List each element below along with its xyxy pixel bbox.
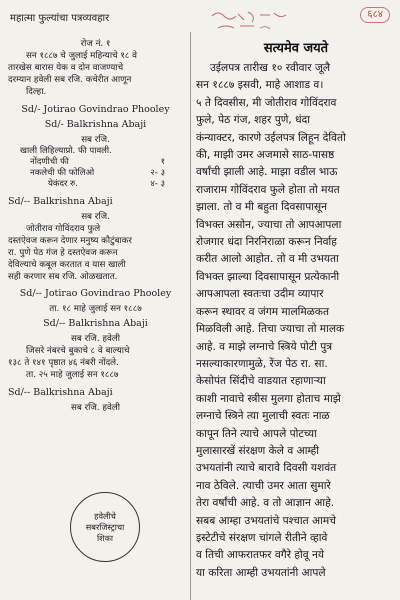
- will-line: लग्नाचे स्त्रिने त्या मुलाची स्वतः नाळ: [196, 410, 330, 423]
- will-line: काशी नावाचे स्त्रीस मुलगा होताच माझे: [196, 392, 341, 405]
- registration-text-line: दरम्यान हवेली सब रजि. कचेरीत आणून: [8, 75, 132, 85]
- will-line: विभक्त झाल्या दिवसापासून प्रत्येकानी: [196, 270, 340, 283]
- will-line: करीत आलो आहोत. तो व मी उभयता: [196, 253, 339, 266]
- will-line: नसल्याकारणामुळे, रेंज पेठ रा. सा.: [196, 357, 328, 370]
- will-line: फुले, पेठ गंज, शहर पुणे, धंदा: [196, 114, 311, 127]
- registration-text-line: सन १८८७ चे जुलाई महिन्याचे १८ वे: [26, 51, 137, 61]
- will-line: ५ ते दिवसीस, मी जोतीराव गोविंदराव: [196, 96, 337, 109]
- running-header: महात्मा फुल्यांचा पत्रव्यवहार: [10, 13, 110, 24]
- signature-abaji: Sd/-- Balkrishna Abaji: [8, 387, 113, 398]
- book-entry-line: ता. २५ माहे जुलाई सन १८८७: [26, 370, 119, 380]
- signature-abaji: Sd/-- Balkrishna Abaji: [43, 318, 148, 329]
- will-line: नाव ठेविले. त्याची उमर आता सुमारे: [196, 479, 331, 492]
- fee-value: [141, 146, 183, 157]
- handwritten-annotation: [208, 6, 298, 38]
- signature-phooley: Sd/-- Jotirao Govindrao Phooley: [19, 288, 172, 299]
- fee-row: [8, 168, 183, 179]
- will-line: विभक्त असोन, ज्याचा तो आपआपला: [196, 218, 342, 231]
- seal-text: शिका: [96, 532, 114, 543]
- will-line: उभयतांनी त्याचे बारावे दिवसी यशवंत: [196, 462, 337, 475]
- will-line: मिळविली आहे. तिचा ज्याचा तो मालक: [196, 323, 345, 336]
- will-line: करून स्थावर व जंगम मालमिळकत: [196, 305, 329, 318]
- fee-value: २- ३: [150, 168, 165, 178]
- sub-registrar-label: सब रजि.: [81, 212, 110, 222]
- will-line: सबब आम्हा उभयतांचे पश्चात आमचे: [196, 514, 336, 527]
- will-line: केसोपंत सिंदीचे वाडयात रहाणाऱ्या: [196, 375, 326, 388]
- will-line: इस्टेटीचे संरक्षण चांगले रीतीने व्हावे: [196, 531, 328, 544]
- signature-phooley: Sd/- Jotirao Govindrao Phooley: [21, 104, 170, 115]
- fee-label: येकंदर रु.: [48, 179, 78, 189]
- identification-text-line: सही करणार सब रजि. ओळखतात.: [8, 272, 118, 282]
- entry-number: रोज नं. १: [80, 39, 111, 49]
- sub-registrar-label: सब रजि.: [81, 135, 110, 145]
- fee-row: [8, 157, 183, 168]
- identification-text-line: देविल्याचे कबूल करतात व यास खाली: [8, 260, 126, 270]
- will-line: राजाराम गोविंदराव फुले होता तो मयत: [196, 183, 340, 196]
- signature-abaji: Sd/-- Balkrishna Abaji: [8, 196, 113, 207]
- page-number-stamp: ६८४: [360, 7, 390, 23]
- signature-abaji: Sd/- Balkrishna Abaji: [44, 119, 147, 130]
- fee-row: [8, 179, 183, 190]
- fee-value: १: [160, 157, 165, 167]
- registrar-seal: [70, 492, 140, 562]
- identification-text-line: रा. पुणे पेठ गंज हे दस्तऐवज करून: [8, 248, 118, 258]
- will-line: की, माझी उमर अजमासे साठ-पासष्ठ: [196, 149, 335, 162]
- will-line: उईलपत्र तारीख १० रवीवार जूलै: [210, 62, 331, 74]
- book-entry-line: १३८ ते १४१ पृष्ठात ४६ नंबरी नोंदले.: [8, 358, 119, 368]
- column-divider: [190, 32, 191, 600]
- fee-row: [8, 146, 183, 157]
- identification-text-line: दस्तऐवज करून देणार मनुष्य कौटुंबाकर: [8, 236, 132, 246]
- will-line: कंन्याक्टर, कारणे उईलपत्र लिहून देवितो: [196, 131, 346, 144]
- will-line: आपआपला स्वतःचा उदीम व्यापार: [196, 288, 324, 301]
- page-title: सत्यमेव जयते: [263, 41, 329, 56]
- registration-column: [8, 38, 183, 414]
- date-line: ता. १८ माहे जुलाई सन १८८७: [49, 304, 142, 314]
- will-line: कापून तिने त्याचे आपले पोटच्या: [196, 427, 317, 440]
- will-line: तेरा वर्षांची आहे. व तो आज्ञान आहे.: [196, 497, 335, 510]
- registration-text-line: दिल्हा.: [26, 87, 47, 97]
- will-column: [196, 38, 396, 582]
- seal-text: सबरजिस्ट्राचा: [85, 521, 125, 532]
- fee-label: खाली लिहिल्याप्रो. फी पावली.: [20, 146, 112, 156]
- will-line: वर्षांची झाली आहे. माझा वडील भाऊ: [196, 166, 338, 179]
- will-body: [196, 60, 396, 582]
- fee-value: ४- ३: [150, 179, 165, 189]
- book-entry-line: जिसरे नंबरचे बुकाचे ८ वे बाल्याचे: [26, 346, 130, 356]
- will-line: मुलासारखें संरक्षण केले व आम्ही: [196, 444, 319, 457]
- will-line: झाला. तो व मी बहुता दिवसापासून: [196, 201, 328, 214]
- registration-text-line: तारखेस बारास येक व दोन वाजण्याचे: [8, 63, 124, 73]
- will-line: व तिची आफरातफर वगैरे होवू नये: [196, 549, 325, 562]
- will-line: आहे. व माझे लग्नाचे स्त्रिये पोटी पुत्र: [196, 340, 333, 353]
- identification-text-line: जोतीराव गोविंदराव फुले: [26, 224, 101, 234]
- seal-text: हवेलीचे: [94, 510, 116, 521]
- sub-registrar-label: सब रजि. हवेली: [71, 403, 120, 413]
- sub-registrar-label: सब रजि. हवेली: [71, 334, 120, 344]
- will-line: या करिता आम्ही उभयतांनी आपले: [196, 566, 326, 579]
- fee-label: नोंदणीची फी: [30, 157, 69, 167]
- will-line: सन १८८७ इसवी, माहे आशाड व।: [196, 79, 324, 92]
- will-line: रोजगार धंदा निरनिराळा करून निर्वाह: [196, 236, 337, 249]
- fee-label: नकलेची फी फोलिओ: [30, 168, 95, 178]
- fee-table: [8, 146, 183, 190]
